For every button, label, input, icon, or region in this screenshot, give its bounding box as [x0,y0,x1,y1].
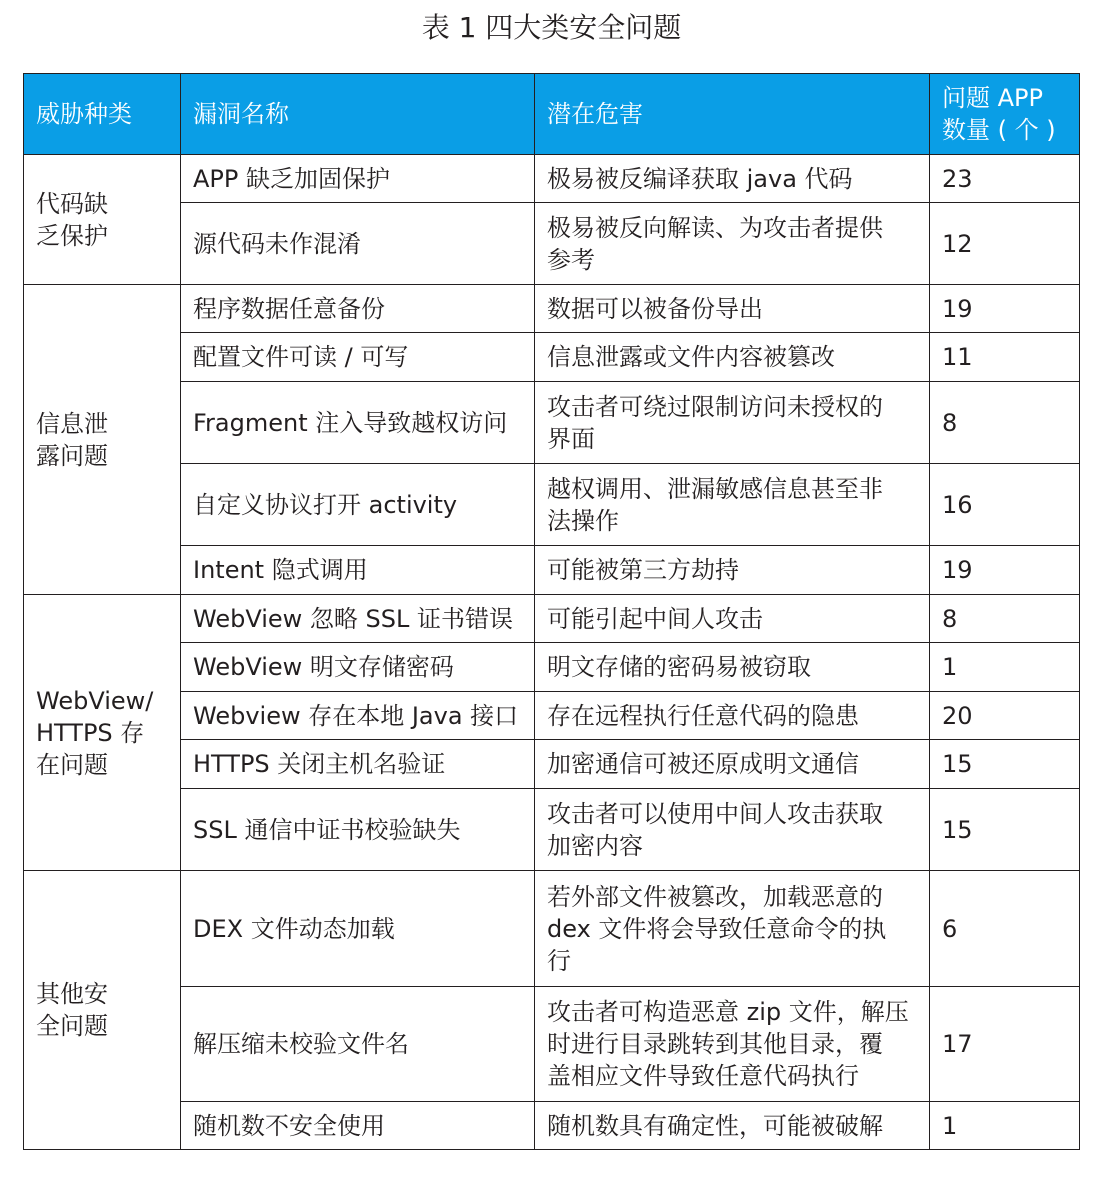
header-vuln-name: 漏洞名称 [181,74,535,155]
risk-line: 信息泄露或文件内容被篡改 [547,343,835,371]
risk-line: 法操作 [547,506,619,535]
vuln-name-cell: 程序数据任意备份 [181,285,535,333]
vuln-name-cell: DEX 文件动态加载 [181,871,535,987]
count-cell: 6 [930,871,1080,987]
table-row [24,546,1080,595]
risk-line: 参考 [547,245,595,274]
vuln-name-cell: WebView 忽略 SSL 证书错误 [181,595,535,643]
risk-line: 时进行目录跳转到其他目录，覆 [547,1030,883,1058]
header-category: 威胁种类 [24,74,181,155]
risk-line: 极易被反编译获取 java 代码 [547,164,853,193]
table-row [24,740,1080,789]
category-line: 露问题 [36,441,108,470]
header-app-count [930,74,1080,155]
risk-line: 攻击者可构造恶意 zip 文件，解压 [547,998,909,1026]
risk-cell [535,464,930,546]
category-line: 信息泄 [36,409,108,438]
risk-cell [535,333,930,382]
vuln-name-cell: Webview 存在本地 Java 接口 [181,692,535,740]
vuln-name-cell: 源代码未作混淆 [181,203,535,285]
table-row [24,643,1080,692]
risk-line: 数据可以被备份导出 [547,294,763,323]
risk-line: 可能被第三方劫持 [547,556,739,584]
table-row [24,692,1080,740]
risk-line: 极易被反向解读、为攻击者提供 [547,213,883,242]
category-cell [24,155,181,285]
table-row [24,203,1080,285]
count-cell: 19 [930,285,1080,333]
risk-line: 随机数具有确定性，可能被破解 [547,1111,883,1140]
table-row [24,1102,1080,1150]
count-cell: 12 [930,203,1080,285]
count-cell: 8 [930,382,1080,464]
header-app-count-line2: 数量 ( 个 ) [942,116,1056,144]
security-issues-table [23,73,1080,1150]
risk-cell [535,285,930,333]
count-cell: 15 [930,740,1080,789]
vuln-name-cell: APP 缺乏加固保护 [181,155,535,203]
vuln-name-cell: SSL 通信中证书校验缺失 [181,789,535,871]
category-line: 在问题 [36,750,108,779]
count-cell: 23 [930,155,1080,203]
header-row [24,74,1080,155]
risk-cell [535,155,930,203]
table-row [24,333,1080,382]
header-app-count-line1: 问题 APP [942,84,1043,112]
count-cell: 20 [930,692,1080,740]
risk-cell [535,546,930,595]
category-line: 其他安 [36,980,108,1008]
risk-cell [535,987,930,1102]
category-line: 乏保护 [36,221,108,250]
risk-cell [535,203,930,285]
count-cell: 8 [930,595,1080,643]
vuln-name-cell: WebView 明文存储密码 [181,643,535,692]
risk-line: 若外部文件被篡改，加载恶意的 [547,882,883,911]
category-line: HTTPS 存 [36,718,145,747]
vuln-name-cell: 自定义协议打开 activity [181,464,535,546]
risk-line: 明文存储的密码易被窃取 [547,653,811,681]
vuln-name-cell: Fragment 注入导致越权访问 [181,382,535,464]
risk-cell [535,692,930,740]
table-row [24,155,1080,203]
category-line: 代码缺 [36,189,108,218]
count-cell: 1 [930,1102,1080,1150]
count-cell: 17 [930,987,1080,1102]
vuln-name-cell: 解压缩未校验文件名 [181,987,535,1102]
category-cell [24,285,181,595]
risk-line: 盖相应文件导致任意代码执行 [547,1062,859,1090]
risk-cell [535,643,930,692]
count-cell: 16 [930,464,1080,546]
vuln-name-cell: HTTPS 关闭主机名验证 [181,740,535,789]
risk-line: 攻击者可绕过限制访问未授权的 [547,392,883,421]
risk-line: 攻击者可以使用中间人攻击获取 [547,799,883,828]
count-cell: 15 [930,789,1080,871]
risk-line: 加密通信可被还原成明文通信 [547,750,859,778]
risk-line: 行 [547,946,571,975]
table-caption: 表 1 四大类安全问题 [421,11,682,44]
vuln-name-cell: 配置文件可读 / 可写 [181,333,535,382]
table-row [24,595,1080,643]
risk-cell [535,740,930,789]
risk-cell [535,789,930,871]
risk-cell [535,382,930,464]
risk-line: 越权调用、泄漏敏感信息甚至非 [547,474,883,503]
risk-line: dex 文件将会导致任意命令的执 [547,914,887,943]
table-row [24,285,1080,333]
count-cell: 1 [930,643,1080,692]
count-cell: 11 [930,333,1080,382]
risk-line: 界面 [547,424,595,453]
category-cell [24,871,181,1150]
table-row [24,871,1080,987]
count-cell: 19 [930,546,1080,595]
header-risk: 潜在危害 [535,74,930,155]
table-row [24,789,1080,871]
vuln-name-cell: 随机数不安全使用 [181,1102,535,1150]
category-line: WebView/ [36,686,154,715]
risk-line: 存在远程执行任意代码的隐患 [547,701,859,730]
risk-line: 加密内容 [547,831,643,860]
table-row [24,382,1080,464]
vuln-name-cell: Intent 隐式调用 [181,546,535,595]
table-row [24,987,1080,1102]
table-row [24,464,1080,546]
risk-line: 可能引起中间人攻击 [547,604,763,633]
risk-cell [535,871,930,987]
risk-cell [535,595,930,643]
category-line: 全问题 [36,1012,108,1040]
risk-cell [535,1102,930,1150]
category-cell [24,595,181,871]
